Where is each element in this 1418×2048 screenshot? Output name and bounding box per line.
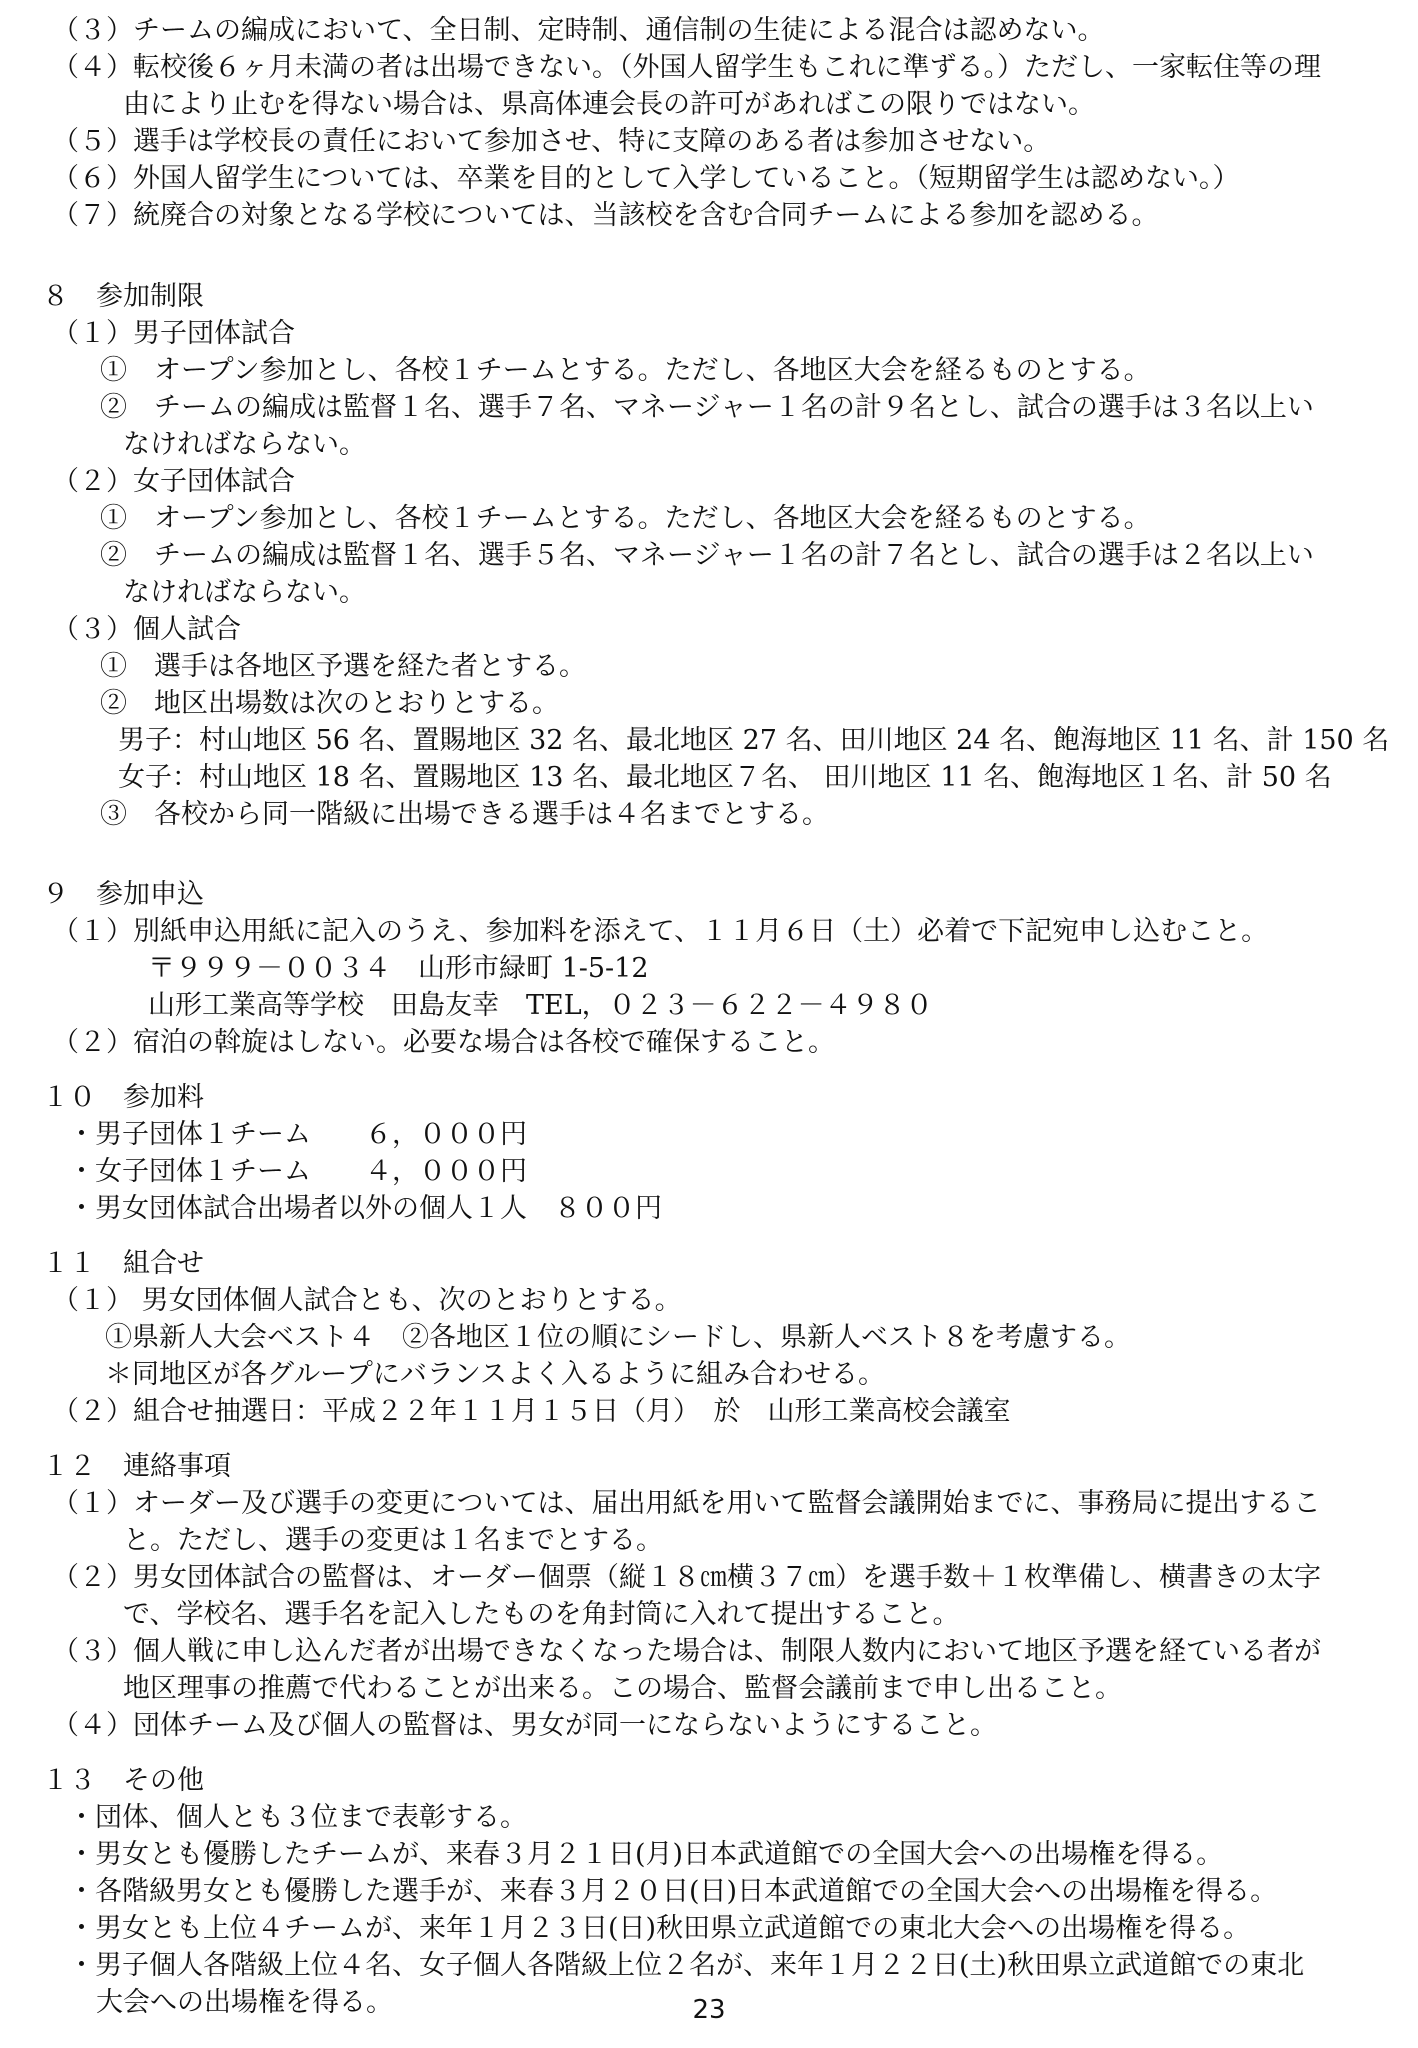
text-line: ② チームの編成は監督１名、選手５名、マネージャー１名の計７名とし、試合の選手は２名以上い	[100, 540, 1314, 571]
text-line: （３）個人試合	[52, 614, 241, 645]
text-line: ・女子団体１チーム ４，０００円	[68, 1156, 527, 1187]
text-line: （２）組合せ抽選日：平成２２年１１月１５日（月） 於 山形工業高校会議室	[52, 1396, 1011, 1427]
text-line: １１ 組合せ	[42, 1248, 204, 1279]
text-line: ①県新人大会ベスト４ ②各地区１位の順にシードし、県新人ベスト８を考慮する。	[105, 1322, 1131, 1353]
text-line: １２ 連絡事項	[42, 1451, 231, 1482]
text-line: （４）団体チーム及び個人の監督は、男女が同一にならないようにすること。	[52, 1710, 997, 1741]
text-line: （１）男子団体試合	[52, 318, 295, 349]
text-line: （５）選手は学校長の責任において参加させ、特に支障のある者は参加させない。	[52, 126, 1051, 157]
text-line: （２）宿泊の斡旋はしない。必要な場合は各校で確保すること。	[52, 1027, 835, 1058]
text-line: （２）女子団体試合	[52, 466, 295, 497]
text-line: ・団体、個人とも３位まで表彰する。	[68, 1802, 527, 1833]
text-line: 〒９９９－００３４ 山形市緑町 1-5-12	[148, 953, 649, 984]
text-line: ・男子団体１チーム ６，０００円	[68, 1119, 527, 1150]
text-line: （４）転校後６ヶ月未満の者は出場できない。（外国人留学生もこれに準ずる。）ただし、一家転住等の理	[52, 52, 1321, 83]
text-line: ① オープン参加とし、各校１チームとする。ただし、各地区大会を経るものとする。	[100, 503, 1151, 534]
text-line: ② チームの編成は監督１名、選手７名、マネージャー１名の計９名とし、試合の選手は３名以上い	[100, 392, 1314, 423]
text-line: ・男子個人各階級上位４名、女子個人各階級上位２名が、来年１月２２日(土)秋田県立武道館での東北	[68, 1950, 1305, 1981]
text-line: （３）チームの編成において、全日制、定時制、通信制の生徒による混合は認めない。	[52, 15, 1105, 46]
text-line: 大会への出場権を得る。	[96, 1987, 393, 2018]
text-line: （３）個人戦に申し込んだ者が出場できなくなった場合は、制限人数内において地区予選を経ている者が	[52, 1636, 1321, 1667]
text-line: １３ その他	[42, 1765, 204, 1796]
text-line: （６）外国人留学生については、卒業を目的として入学していること。（短期留学生は認めない。）	[52, 163, 1240, 194]
text-line: （７）統廃合の対象となる学校については、当該校を含む合同チームによる参加を認める。	[52, 200, 1159, 231]
text-line: ① 選手は各地区予選を経た者とする。	[100, 651, 586, 682]
text-line: なければならない。	[123, 429, 366, 460]
text-line: 由により止むを得ない場合は、県高体連会長の許可があればこの限りではない。	[123, 89, 1095, 120]
text-line: と。ただし、選手の変更は１名までとする。	[123, 1525, 663, 1556]
text-line: で、学校名、選手名を記入したものを角封筒に入れて提出すること。	[123, 1599, 960, 1630]
text-line: （１）オーダー及び選手の変更については、届出用紙を用いて監督会議開始までに、事務局に提出するこ	[52, 1488, 1321, 1519]
text-line: ８ 参加制限	[42, 281, 204, 312]
text-line: （１）別紙申込用紙に記入のうえ、参加料を添えて、１１月６日（土）必着で下記宛申し込むこと。	[52, 916, 1269, 947]
text-line: ＊同地区が各グループにバランスよく入るように組み合わせる。	[105, 1359, 886, 1390]
text-line: ② 地区出場数は次のとおりとする。	[100, 688, 559, 719]
text-line: 山形工業高等学校 田島友幸 TEL，０２３－６２２－４９８０	[148, 990, 933, 1021]
text-line: １０ 参加料	[42, 1082, 204, 1113]
text-line: なければならない。	[123, 577, 366, 608]
text-line: ・男女とも優勝したチームが、来春３月２１日(月)日本武道館での全国大会への出場権を得る。	[68, 1839, 1224, 1870]
page-number: 23	[692, 1995, 726, 2025]
text-line: ・男女とも上位４チームが、来年１月２３日(日)秋田県立武道館での東北大会への出場権を得る。	[68, 1913, 1251, 1944]
text-line: （１） 男女団体個人試合とも、次のとおりとする。	[52, 1285, 682, 1316]
text-line: ③ 各校から同一階級に出場できる選手は４名までとする。	[100, 799, 829, 830]
text-line: ・各階級男女とも優勝した選手が、来春３月２０日(日)日本武道館での全国大会への出場権を得る。	[68, 1876, 1278, 1907]
text-line: ① オープン参加とし、各校１チームとする。ただし、各地区大会を経るものとする。	[100, 355, 1151, 386]
text-line: 男子：村山地区 56 名、置賜地区 32 名、最北地区 27 名、田川地区 24 名、飽海地区 11 名、計 150 名	[118, 725, 1390, 756]
text-line: （２）男女団体試合の監督は、オーダー個票（縦１８㎝横３７㎝）を選手数＋１枚準備し、横書きの太字	[52, 1562, 1321, 1593]
text-line: 女子：村山地区 18 名、置賜地区 13 名、最北地区７名、 田川地区 11 名、飽海地区１名、計 50 名	[118, 762, 1332, 793]
text-line: ・男女団体試合出場者以外の個人１人 ８００円	[68, 1193, 662, 1224]
text-line: ９ 参加申込	[42, 879, 204, 910]
text-line: 地区理事の推薦で代わることが出来る。この場合、監督会議前まで申し出ること。	[123, 1673, 1122, 1704]
